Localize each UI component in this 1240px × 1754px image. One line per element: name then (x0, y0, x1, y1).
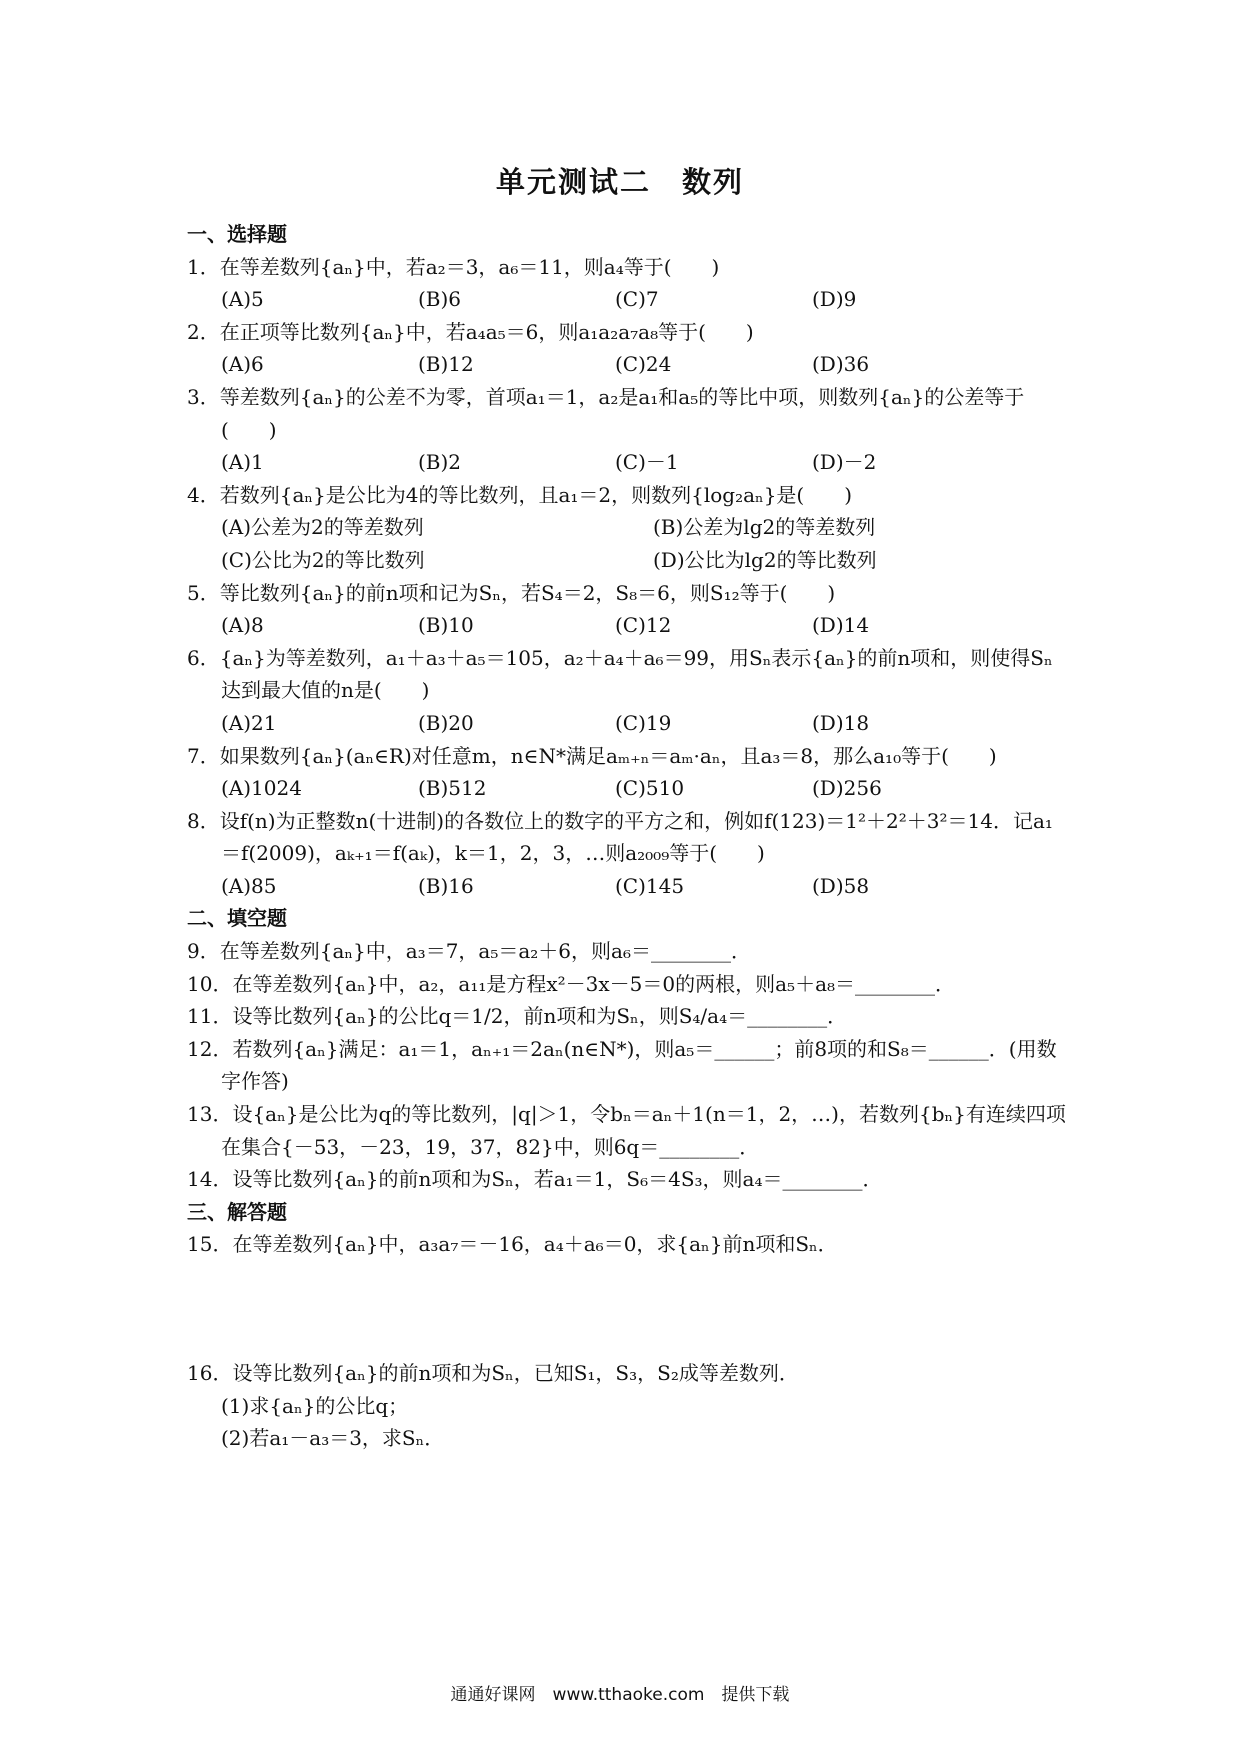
option-b: (B)10 (418, 613, 474, 638)
question-13: 13．设{aₙ}是公比为q的等比数列，|q|＞1，令bₙ＝aₙ＋1(n＝1，2，…)，若数列{bₙ}有连续四项在集合{－53，－23，19，37，82}中，则6q＝________． (187, 1102, 1066, 1159)
option-c: (C)12 (615, 613, 672, 638)
option-c: (C)公比为2的等比数列 (221, 547, 425, 572)
answer-options (187, 511, 1067, 576)
page-footer: 通通好课网 www.tthaoke.com 提供下载 (450, 1685, 790, 1705)
option-d: (D)公比为lg2的等比数列 (653, 547, 877, 572)
option-d: (D)36 (812, 352, 870, 377)
question-text: 7．如果数列{aₙ}(aₙ∈R)对任意m，n∈N*满足aₘ₊ₙ＝aₘ·aₙ，且a₃＝8，那么a₁₀等于( ) (187, 743, 997, 768)
answer-options (187, 446, 1067, 479)
option-d: (D)18 (812, 710, 870, 735)
question-text: 5．等比数列{aₙ}的前n项和记为Sₙ，若S₄＝2，S₈＝6，则S₁₂等于( ) (187, 580, 836, 605)
exam-content (187, 218, 1067, 1455)
option-b: (B)2 (418, 450, 462, 475)
option-c: (C)7 (615, 287, 659, 312)
question-12: 12．若数列{aₙ}满足：a₁＝1，aₙ₊₁＝2aₙ(n∈N*)，则a₅＝______；前8项的和S₈＝______．(用数字作答) (187, 1036, 1057, 1094)
question-8 (187, 805, 1067, 903)
question-3 (187, 381, 1067, 479)
option-d: (D)14 (812, 613, 870, 638)
option-d: (D)－2 (812, 450, 877, 475)
question-part-2: (2)若a₁－a₃＝3，求Sₙ． (221, 1426, 445, 1451)
section-heading-choice: 一、选择题 (187, 222, 287, 246)
question-14: 14．设等比数列{aₙ}的前n项和为Sₙ，若a₁＝1，S₆＝4S₃，则a₄＝________． (187, 1167, 883, 1192)
option-d: (D)256 (812, 776, 882, 801)
option-a: (A)1 (221, 450, 264, 475)
question-text: 2．在正项等比数列{aₙ}中，若a₄a₅＝6，则a₁a₂a₇a₈等于( ) (187, 319, 754, 344)
question-10: 10．在等差数列{aₙ}中，a₂，a₁₁是方程x²－3x－5＝0的两根，则a₅＋a₈＝________． (187, 971, 956, 996)
question-text: 3．等差数列{aₙ}的公差不为零，首项a₁＝1，a₂是a₁和a₅的等比中项，则数列{aₙ}的公差等于( ) (187, 384, 1025, 442)
option-c: (C)510 (615, 776, 685, 801)
question-7 (187, 740, 1067, 805)
option-b: (B)512 (418, 776, 487, 801)
question-text: 6．{aₙ}为等差数列，a₁＋a₃＋a₅＝105，a₂＋a₄＋a₆＝99，用Sₙ表示{aₙ}的前n项和，则使得Sₙ达到最大值的n是( ) (187, 645, 1053, 703)
option-a: (A)5 (221, 287, 264, 312)
option-a: (A)8 (221, 613, 264, 638)
section-heading-answer: 三、解答题 (187, 1199, 287, 1224)
answer-space (187, 1261, 1067, 1357)
option-c: (C)24 (615, 352, 672, 377)
option-b: (B)6 (418, 287, 462, 312)
option-c: (C)19 (615, 710, 672, 735)
option-b: (B)16 (418, 873, 474, 898)
answer-options (187, 348, 1067, 381)
option-d: (D)9 (812, 287, 857, 312)
question-11: 11．设等比数列{aₙ}的公比q＝1/2，前n项和为Sₙ，则S₄/a₄＝________． (187, 1004, 848, 1029)
question-5 (187, 577, 1067, 642)
question-16 (187, 1357, 1067, 1455)
question-text: 1．在等差数列{aₙ}中，若a₂＝3，a₆＝11，则a₄等于( ) (187, 254, 720, 279)
section-heading-fill: 二、填空题 (187, 906, 287, 931)
option-d: (D)58 (812, 873, 870, 898)
question-text: 8．设f(n)为正整数n(十进制)的各数位上的数字的平方之和，例如f(123)＝1²＋2²＋3²＝14．记a₁＝f(2009)，aₖ₊₁＝f(aₖ)，k＝1，2，3，…则a₂₀₀₉等于( ) (187, 808, 1053, 866)
page-title: 单元测试二 数列 (495, 165, 744, 199)
question-4 (187, 479, 1067, 577)
answer-options (187, 707, 1067, 740)
option-b: (B)公差为lg2的等差数列 (653, 515, 876, 540)
option-c: (C)145 (615, 873, 685, 898)
answer-options (187, 609, 1067, 642)
question-15: 15．在等差数列{aₙ}中，a₃a₇＝－16，a₄＋a₆＝0，求{aₙ}前n项和Sₙ． (187, 1232, 838, 1257)
answer-options (187, 772, 1067, 805)
question-1 (187, 251, 1067, 316)
option-b: (B)12 (418, 352, 474, 377)
option-a: (A)21 (221, 710, 277, 735)
option-a: (A)1024 (221, 776, 302, 801)
question-text: 4．若数列{aₙ}是公比为4的等比数列，且a₁＝2，则数列{log₂aₙ}是( ) (187, 482, 853, 507)
question-9: 9．在等差数列{aₙ}中，a₃＝7，a₅＝a₂＋6，则a₆＝________． (187, 939, 751, 964)
question-2 (187, 316, 1067, 381)
question-text: 16．设等比数列{aₙ}的前n项和为Sₙ，已知S₁，S₃，S₂成等差数列． (187, 1361, 799, 1385)
answer-options (187, 283, 1067, 316)
option-a: (A)6 (221, 352, 264, 377)
option-a: (A)85 (221, 873, 277, 898)
option-c: (C)－1 (615, 450, 679, 475)
option-b: (B)20 (418, 710, 474, 735)
question-6 (187, 642, 1067, 740)
option-a: (A)公差为2的等差数列 (221, 515, 424, 540)
question-part-1: (1)求{aₙ}的公比q； (221, 1393, 409, 1418)
answer-options (187, 870, 1067, 903)
